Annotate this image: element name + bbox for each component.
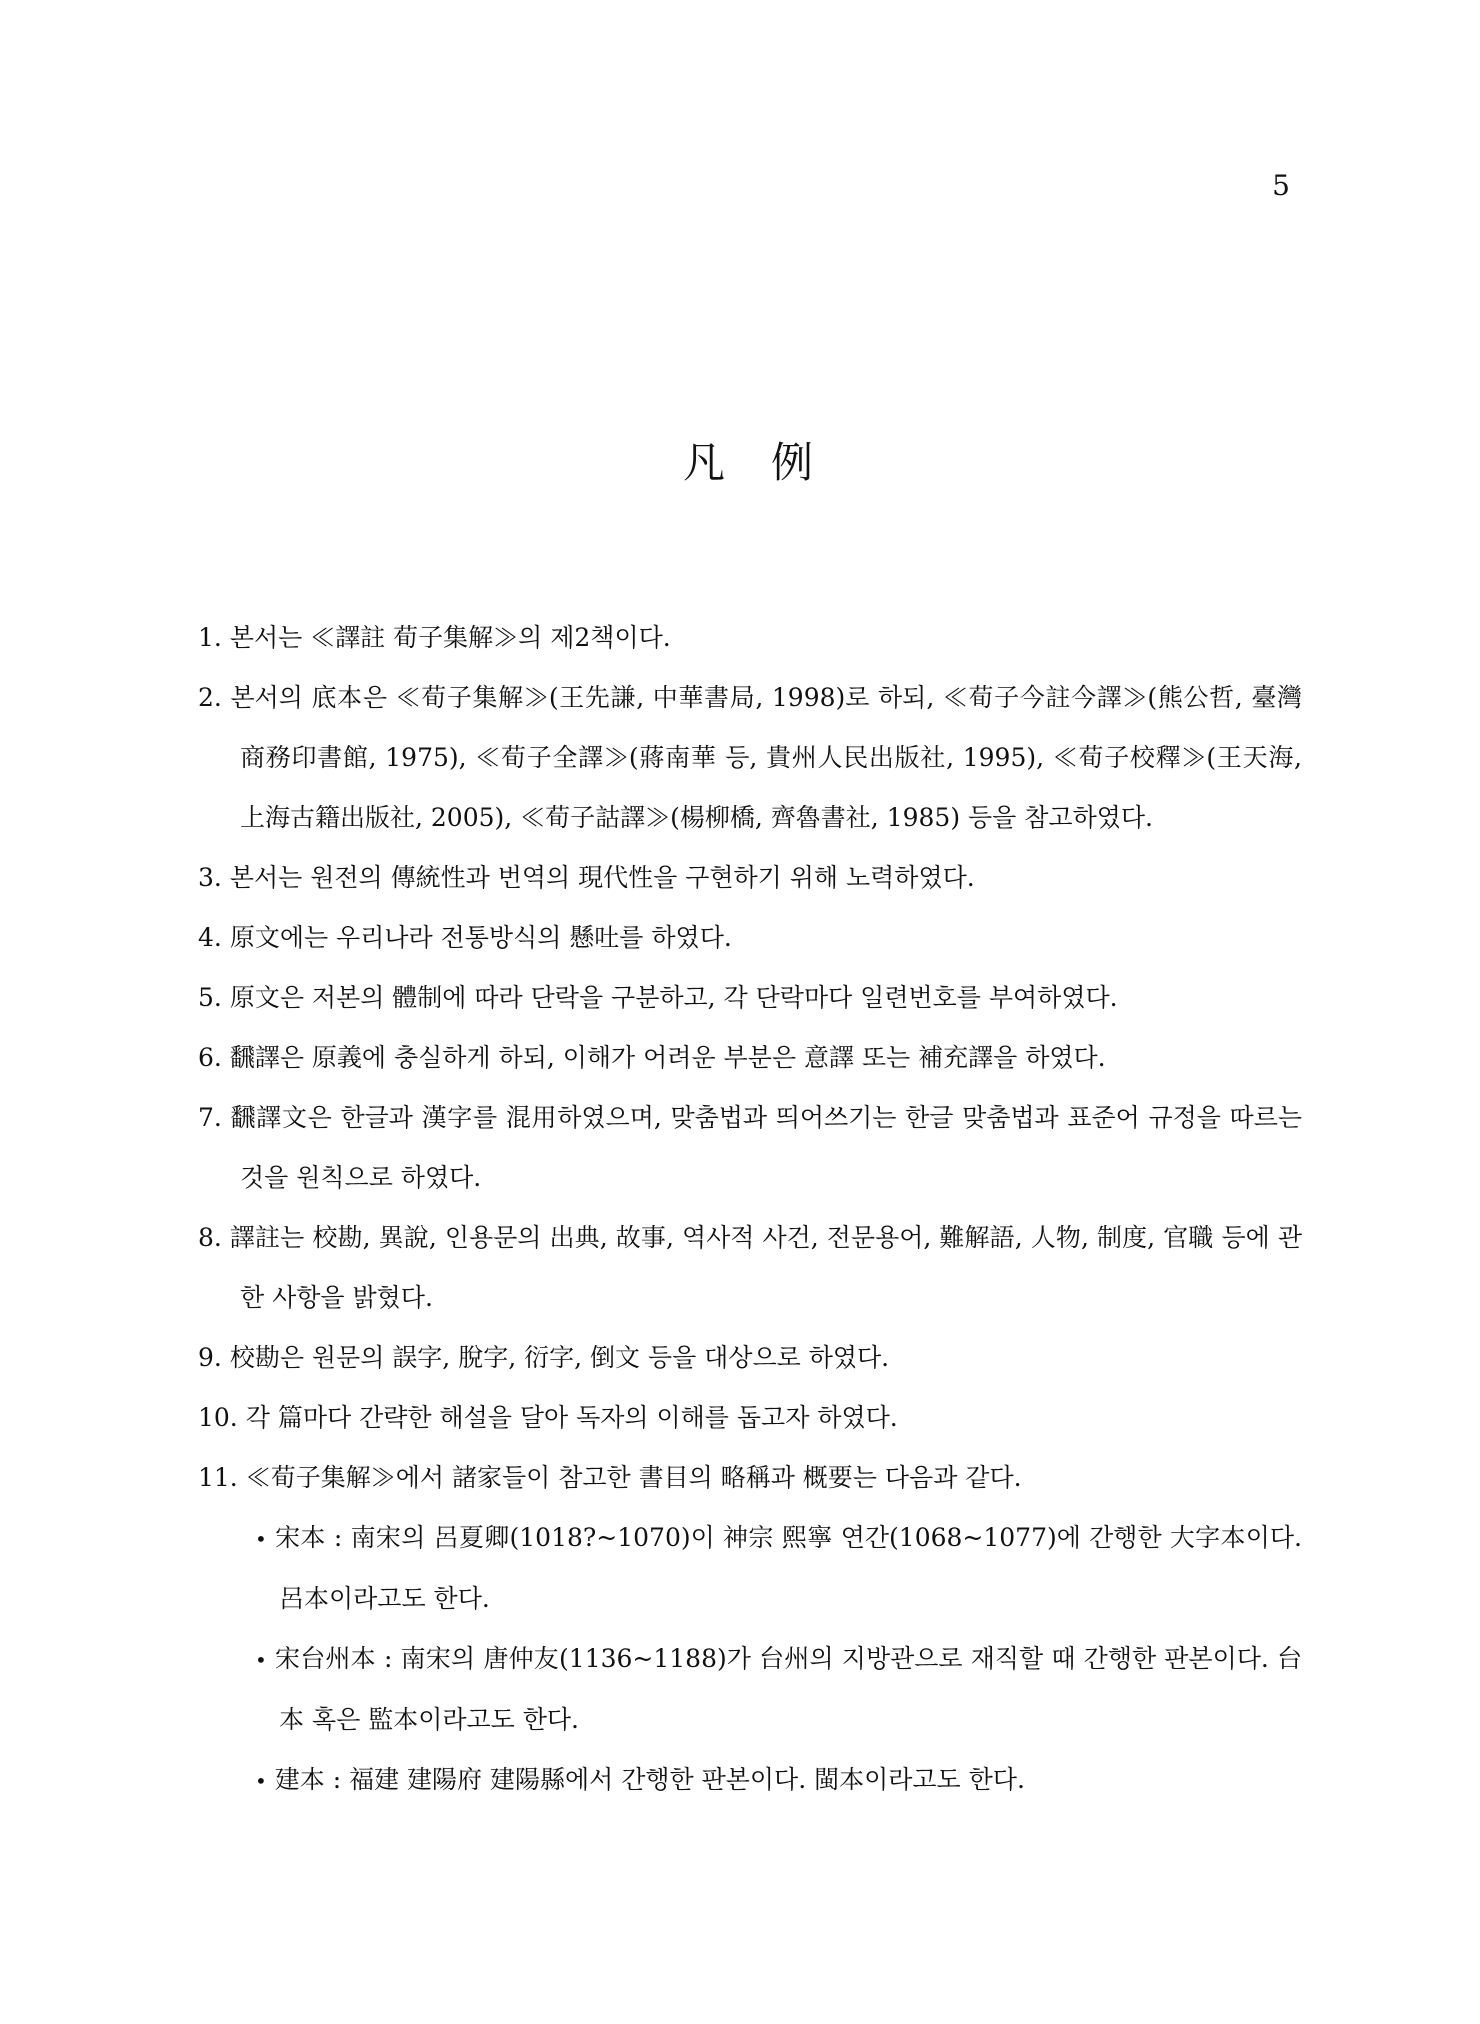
- item-text: 본서의 底本은 ≪荀子集解≫(王先謙, 中華書局, 1998)로 하되, ≪荀子今註今譯≫(熊公哲, 臺灣商務印書館, 1975), ≪荀子全譯≫(蔣南華 등, 貴州人民出版社, 1995), ≪荀子校釋≫(王天海, 上海古籍出版社, 2005), ≪荀子詁譯≫(楊柳橋, 齊魯書社, 1985) 등을 참고하였다.: [230, 683, 1302, 832]
- item-text: 譯註는 校勘, 異說, 인용문의 出典, 故事, 역사적 사건, 전문용어, 難解語, 人物, 制度, 官職 등에 관한 사항을 밝혔다.: [229, 1223, 1302, 1312]
- list-item: [198, 1328, 1302, 1388]
- list-item: [198, 608, 1302, 668]
- item-number: 8.: [198, 1223, 222, 1252]
- list-item: [198, 1448, 1302, 1508]
- bullet-icon: •: [255, 1648, 267, 1672]
- item-text: ≪荀子集解≫에서 諸家들이 참고한 書目의 略稱과 概要는 다음과 같다.: [245, 1463, 1022, 1492]
- item-number: 9.: [198, 1343, 222, 1372]
- item-number: 4.: [198, 923, 222, 952]
- bullet-item: [255, 1508, 1302, 1629]
- item-number: 5.: [198, 983, 222, 1012]
- list-item: [198, 848, 1302, 908]
- item-text: 본서는 ≪譯註 荀子集解≫의 제2책이다.: [229, 623, 671, 652]
- bullet-text: 宋台州本 : 南宋의 唐仲友(1136~1188)가 台州의 지방관으로 재직할 때 간행한 판본이다. 台本 혹은 監本이라고도 한다.: [274, 1644, 1302, 1734]
- item-text: 飜譯은 原義에 충실하게 하되, 이해가 어려운 부분은 意譯 또는 補充譯을 하였다.: [229, 1043, 1106, 1072]
- list-item: [198, 968, 1302, 1028]
- item-number: 3.: [198, 863, 222, 892]
- item-text: 原文에는 우리나라 전통방식의 懸吐를 하였다.: [229, 923, 732, 952]
- list-item: [198, 908, 1302, 968]
- bullet-icon: •: [255, 1769, 267, 1793]
- item-number: 1.: [198, 623, 222, 652]
- item-text: 본서는 원전의 傳統性과 번역의 現代性을 구현하기 위해 노력하였다.: [229, 863, 975, 892]
- list-item: [198, 1028, 1302, 1088]
- item-text: 飜譯文은 한글과 漢字를 混用하였으며, 맞춤법과 띄어쓰기는 한글 맞춤법과 표준어 규정을 따르는 것을 원칙으로 하였다.: [230, 1103, 1302, 1192]
- list-item: [198, 1088, 1302, 1208]
- bullet-item: [255, 1750, 1302, 1811]
- list-item: [198, 668, 1302, 848]
- item-number: 11.: [198, 1463, 238, 1492]
- bullet-text: 建本 : 福建 建陽府 建陽縣에서 간행한 판본이다. 閩本이라고도 한다.: [274, 1765, 1025, 1794]
- page-title: 凡 例: [682, 438, 815, 487]
- bullet-text: 宋本 : 南宋의 呂夏卿(1018?~1070)이 神宗 熙寧 연간(1068~1077)에 간행한 大字本이다. 呂本이라고도 한다.: [275, 1523, 1303, 1613]
- bullet-item: [255, 1629, 1302, 1750]
- page-number: 5: [1272, 169, 1290, 202]
- list-item: [198, 1388, 1302, 1448]
- item-text: 原文은 저본의 體制에 따라 단락을 구분하고, 각 단락마다 일련번호를 부여하였다.: [229, 983, 1118, 1012]
- item-number: 10.: [198, 1403, 238, 1432]
- list-item: [198, 1208, 1302, 1328]
- bullet-icon: •: [255, 1527, 267, 1551]
- item-text: 각 篇마다 간략한 해설을 달아 독자의 이해를 돕고자 하였다.: [245, 1403, 898, 1432]
- explanatory-notes-list: [198, 608, 1302, 1811]
- item-number: 7.: [198, 1103, 222, 1132]
- item-number: 6.: [198, 1043, 222, 1072]
- item-text: 校勘은 원문의 誤字, 脫字, 衍字, 倒文 등을 대상으로 하였다.: [229, 1343, 890, 1372]
- item-number: 2.: [198, 683, 222, 712]
